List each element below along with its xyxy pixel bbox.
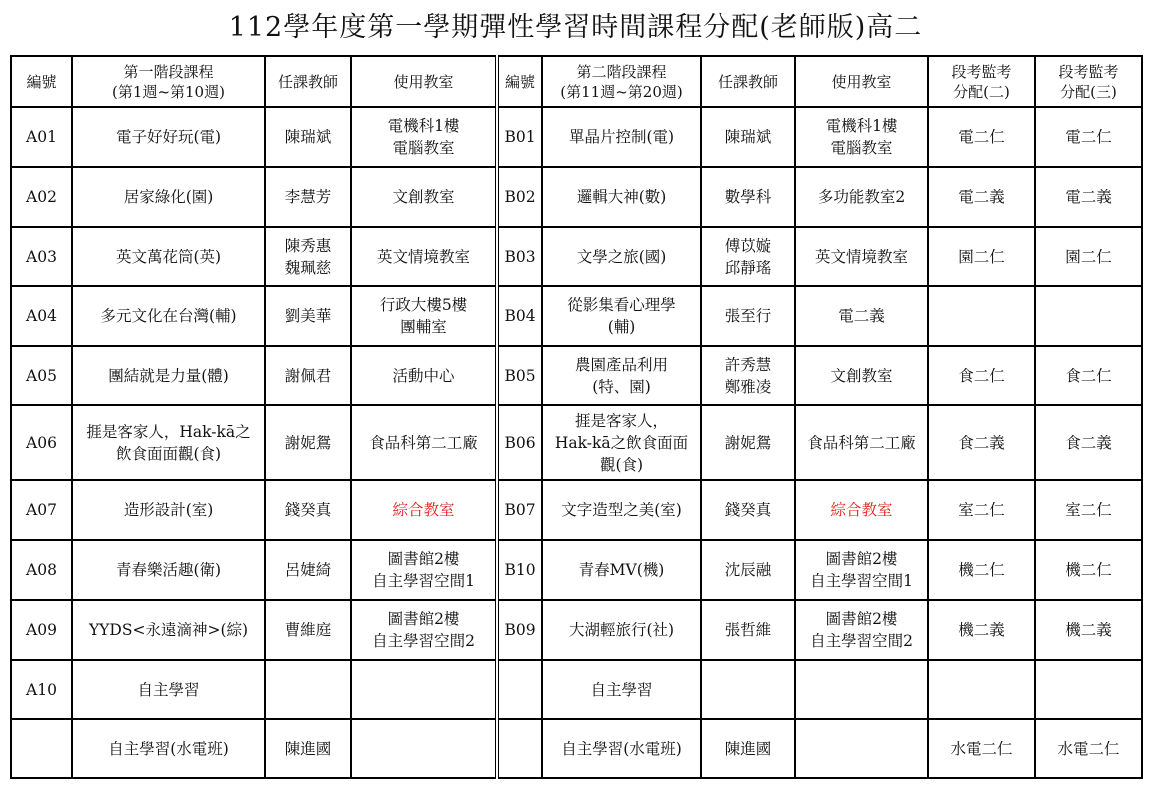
room-2: 圖書館2樓 自主學習空間2 — [795, 600, 928, 660]
course-code-1: A01 — [11, 107, 72, 167]
course-name-1: 團結就是力量(體) — [72, 346, 265, 405]
course-name-2: 農園產品利用 (特、園) — [542, 346, 701, 405]
teacher-2: 張至行 — [701, 286, 795, 346]
teacher-1: 劉美華 — [265, 286, 351, 346]
teacher-2 — [701, 660, 795, 719]
teacher-2: 許秀慧 鄭雅凌 — [701, 346, 795, 405]
header-exam-proctor-3: 段考監考 分配(三) — [1035, 56, 1142, 107]
course-code-2: B09 — [497, 600, 542, 660]
course-name-1: 造形設計(室) — [72, 480, 265, 540]
room-2 — [795, 719, 928, 778]
room-2 — [795, 660, 928, 719]
course-code-2: B02 — [497, 167, 542, 227]
table-row — [11, 286, 1142, 346]
course-code-1 — [11, 719, 72, 778]
teacher-1: 錢癸真 — [265, 480, 351, 540]
course-code-1: A03 — [11, 227, 72, 286]
teacher-2: 陳進國 — [701, 719, 795, 778]
header-code-2: 編號 — [497, 56, 542, 107]
teacher-2: 數學科 — [701, 167, 795, 227]
course-name-2: 青春MV(機) — [542, 540, 701, 600]
teacher-1 — [265, 660, 351, 719]
teacher-2: 沈辰融 — [701, 540, 795, 600]
exam-proctor-2: 水電二仁 — [928, 719, 1035, 778]
header-room-2: 使用教室 — [795, 56, 928, 107]
course-code-1: A06 — [11, 405, 72, 480]
course-name-2: 邏輯大神(數) — [542, 167, 701, 227]
exam-proctor-2: 食二仁 — [928, 346, 1035, 405]
course-code-2 — [497, 660, 542, 719]
table-row — [11, 346, 1142, 405]
table-row — [11, 660, 1142, 719]
exam-proctor-2: 機二義 — [928, 600, 1035, 660]
teacher-2: 傅苡嫙 邱靜瑤 — [701, 227, 795, 286]
course-name-1: YYDS<永遠滴神>(綜) — [72, 600, 265, 660]
exam-proctor-3 — [1035, 660, 1142, 719]
exam-proctor-3: 機二仁 — [1035, 540, 1142, 600]
room-2: 電二義 — [795, 286, 928, 346]
room-1: 活動中心 — [351, 346, 497, 405]
room-1: 綜合教室 — [351, 480, 497, 540]
course-name-2: 自主學習 — [542, 660, 701, 719]
course-code-1: A05 — [11, 346, 72, 405]
table-row — [11, 167, 1142, 227]
course-name-2: 從影集看心理學 (輔) — [542, 286, 701, 346]
room-2: 綜合教室 — [795, 480, 928, 540]
room-1: 文創教室 — [351, 167, 497, 227]
teacher-2: 錢癸真 — [701, 480, 795, 540]
course-code-2: B05 — [497, 346, 542, 405]
header-room-1: 使用教室 — [351, 56, 497, 107]
exam-proctor-2: 室二仁 — [928, 480, 1035, 540]
exam-proctor-3: 電二義 — [1035, 167, 1142, 227]
header-course-stage-2: 第二階段課程 (第11週~第20週) — [542, 56, 701, 107]
exam-proctor-2: 機二仁 — [928, 540, 1035, 600]
course-code-1: A07 — [11, 480, 72, 540]
table-row — [11, 600, 1142, 660]
course-code-1: A08 — [11, 540, 72, 600]
course-name-2: 大湖輕旅行(社) — [542, 600, 701, 660]
room-1: 電機科1樓 電腦教室 — [351, 107, 497, 167]
course-name-1: 多元文化在台灣(輔) — [72, 286, 265, 346]
teacher-1: 呂婕綺 — [265, 540, 351, 600]
course-name-1: 青春樂活趣(衛) — [72, 540, 265, 600]
exam-proctor-3: 食二仁 — [1035, 346, 1142, 405]
exam-proctor-2: 食二義 — [928, 405, 1035, 480]
exam-proctor-2 — [928, 660, 1035, 719]
teacher-1: 陳進國 — [265, 719, 351, 778]
teacher-1: 陳秀惠 魏珮慈 — [265, 227, 351, 286]
header-teacher-1: 任課教師 — [265, 56, 351, 107]
exam-proctor-3: 機二義 — [1035, 600, 1142, 660]
course-code-2: B10 — [497, 540, 542, 600]
course-name-2: 單晶片控制(電) — [542, 107, 701, 167]
exam-proctor-3 — [1035, 286, 1142, 346]
course-code-2 — [497, 719, 542, 778]
course-name-2: 文學之旅(國) — [542, 227, 701, 286]
course-code-1: A09 — [11, 600, 72, 660]
exam-proctor-2: 電二仁 — [928, 107, 1035, 167]
room-2: 文創教室 — [795, 346, 928, 405]
header-exam-proctor-2: 段考監考 分配(二) — [928, 56, 1035, 107]
room-1: 圖書館2樓 自主學習空間2 — [351, 600, 497, 660]
teacher-1: 陳瑞斌 — [265, 107, 351, 167]
teacher-1: 謝佩君 — [265, 346, 351, 405]
course-name-2: 自主學習(水電班) — [542, 719, 701, 778]
table-row — [11, 227, 1142, 286]
teacher-1: 曹維庭 — [265, 600, 351, 660]
exam-proctor-3: 電二仁 — [1035, 107, 1142, 167]
course-name-1: 自主學習(水電班) — [72, 719, 265, 778]
course-code-2: B07 — [497, 480, 542, 540]
header-course-stage-1: 第一階段課程 (第1週~第10週) — [72, 56, 265, 107]
room-1: 行政大樓5樓 團輔室 — [351, 286, 497, 346]
exam-proctor-2: 電二義 — [928, 167, 1035, 227]
table-row — [11, 480, 1142, 540]
room-2: 圖書館2樓 自主學習空間1 — [795, 540, 928, 600]
table-row — [11, 107, 1142, 167]
exam-proctor-2 — [928, 286, 1035, 346]
table-row — [11, 405, 1142, 480]
room-1: 食品科第二工廠 — [351, 405, 497, 480]
course-name-2: 文字造型之美(室) — [542, 480, 701, 540]
course-name-1: 英文萬花筒(英) — [72, 227, 265, 286]
course-code-2: B01 — [497, 107, 542, 167]
schedule-table — [10, 55, 1143, 779]
exam-proctor-3: 園二仁 — [1035, 227, 1142, 286]
room-1: 圖書館2樓 自主學習空間1 — [351, 540, 497, 600]
table-row — [11, 540, 1142, 600]
course-code-1: A02 — [11, 167, 72, 227]
exam-proctor-3: 水電二仁 — [1035, 719, 1142, 778]
course-name-1: 電子好好玩(電) — [72, 107, 265, 167]
exam-proctor-3: 食二義 — [1035, 405, 1142, 480]
room-2: 多功能教室2 — [795, 167, 928, 227]
course-name-1: 捱是客家人，Hak-kā之 飲食面面觀(食) — [72, 405, 265, 480]
teacher-2: 謝妮鴛 — [701, 405, 795, 480]
course-code-2: B06 — [497, 405, 542, 480]
header-teacher-2: 任課教師 — [701, 56, 795, 107]
course-code-1: A04 — [11, 286, 72, 346]
course-code-1: A10 — [11, 660, 72, 719]
course-name-1: 自主學習 — [72, 660, 265, 719]
course-code-2: B04 — [497, 286, 542, 346]
room-1 — [351, 660, 497, 719]
page-title: 112學年度第一學期彈性學習時間課程分配(老師版)高二 — [228, 12, 923, 43]
course-code-2: B03 — [497, 227, 542, 286]
course-name-1: 居家綠化(園) — [72, 167, 265, 227]
room-2: 食品科第二工廠 — [795, 405, 928, 480]
header-row — [11, 56, 1142, 107]
room-1 — [351, 719, 497, 778]
room-1: 英文情境教室 — [351, 227, 497, 286]
table-row — [11, 719, 1142, 778]
exam-proctor-3: 室二仁 — [1035, 480, 1142, 540]
header-code-1: 編號 — [11, 56, 72, 107]
course-name-2: 捱是客家人， Hak-kā之飲食面面 觀(食) — [542, 405, 701, 480]
room-2: 電機科1樓 電腦教室 — [795, 107, 928, 167]
teacher-2: 張哲維 — [701, 600, 795, 660]
teacher-1: 謝妮鴛 — [265, 405, 351, 480]
teacher-1: 李慧芳 — [265, 167, 351, 227]
room-2: 英文情境教室 — [795, 227, 928, 286]
exam-proctor-2: 園二仁 — [928, 227, 1035, 286]
teacher-2: 陳瑞斌 — [701, 107, 795, 167]
